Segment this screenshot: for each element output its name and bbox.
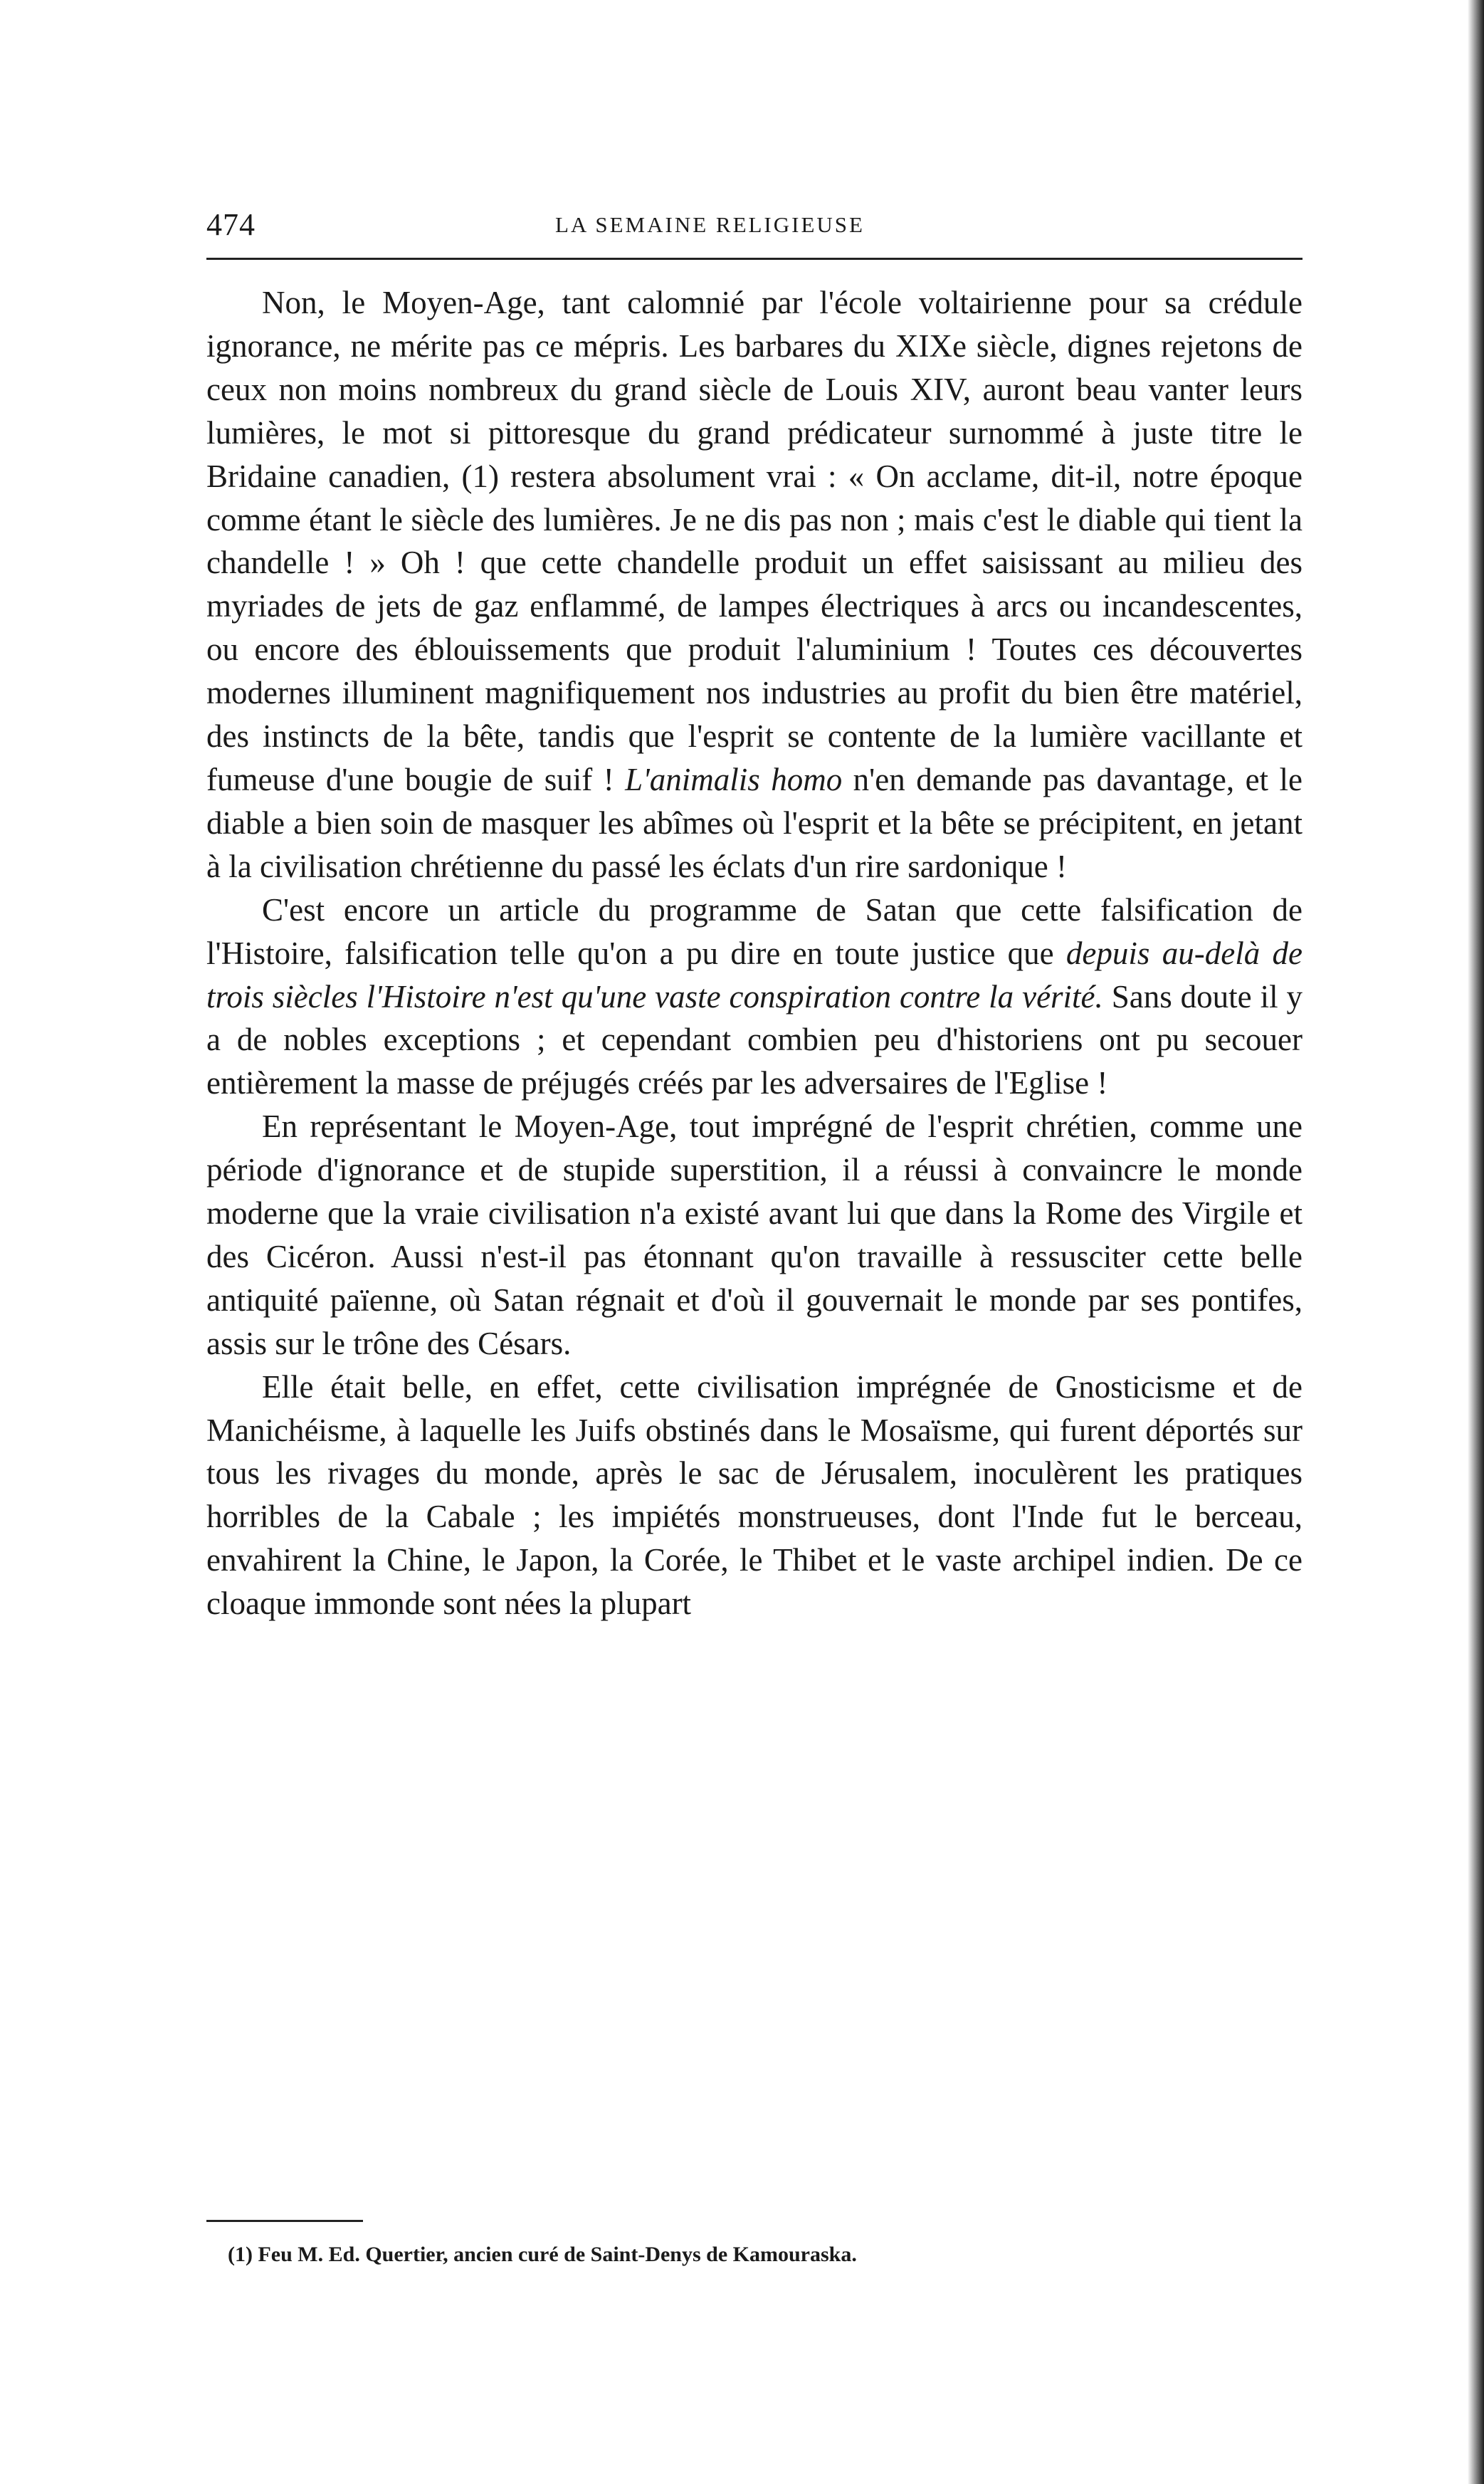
paragraph-3 bbox=[206, 1105, 1303, 1365]
footnote-rule bbox=[206, 2220, 363, 2222]
paragraph-2-italic: depuis au-delà de trois siècles l'Histoire n'est qu'une vaste conspiration contre la vérité. bbox=[206, 935, 1303, 1015]
page-number: 474 bbox=[206, 207, 256, 242]
footnote: (1) Feu M. Ed. Quertier, ancien curé de Saint-Denys de Kamouraska. bbox=[228, 2243, 857, 2266]
paragraph-4-text: Elle était belle, en effet, cette civilisation imprégnée de Gnosticisme et de Manichéisme, à laquelle les Juifs obstinés dans le Mosaïsme, qui furent déportés sur tous les rivages du monde, après le sac de Jérusalem, inoculèrent les pratiques horribles de la Cabale ; les impiétés monstrueuses, dont l'Inde fut le berceau, envahirent la Chine, le Japon, la Corée, le Thibet et le vaste archipel indien. De ce cloaque immonde sont nées la plupart bbox=[206, 1368, 1303, 1622]
paragraph-3-text: En représentant le Moyen-Age, tout imprégné de l'esprit chrétien, comme une période d'ignorance et de stupide superstition, il a réussi à convaincre le monde moderne que la vraie civilisation n'a existé avant lui que dans la Rome des Virgile et des Cicéron. Aussi n'est-il pas étonnant qu'on travaille à ressusciter cette belle antiquité païenne, où Satan régnait et d'où il gouvernait le monde par ses pontifes, assis sur le trône des Césars. bbox=[206, 1109, 1303, 1361]
body-text bbox=[206, 281, 1303, 1625]
paragraph-2-text: C'est encore un article du programme de Satan que cette falsification de l'Histoire, falsification telle qu'on a pu dire en toute justice que bbox=[206, 891, 1303, 971]
paragraph-2 bbox=[206, 889, 1303, 1106]
paragraph-2-text-end: Sans doute il y a de nobles exceptions ; et cependant combien peu d'historiens ont pu secouer entièrement la masse de préjugés créés par les adversaires de l'Eglise ! bbox=[206, 978, 1303, 1101]
paragraph-1 bbox=[206, 281, 1303, 889]
paragraph-1-text: Non, le Moyen-Age, tant calomnié par l'école voltairienne pour sa crédule ignorance, ne mérite pas ce mépris. Les barbares du XIXe siècle, dignes rejetons de ceux non moins nombreux du grand siècle de Louis XIV, auront beau vanter leurs lumières, le mot si pittoresque du grand prédicateur surnommé à juste titre le Bridaine canadien, (1) restera absolument vrai : « On acclame, dit-il, notre époque comme étant le siècle des lumières. Je ne dis pas non ; mais c'est le diable qui tient la chandelle ! » Oh ! que cette chandelle produit un effet saisissant au milieu des myriades de jets de gaz enflammé, de lampes électriques à arcs ou incandescentes, ou encore des éblouissements que produit l'aluminium ! Toutes ces découvertes modernes illuminent magnifiquement nos industries au profit du bien être matériel, des instincts de la bête, tandis que l'esprit se contente de la lumière vacillante et fumeuse d'une bougie de suif ! bbox=[206, 285, 1303, 797]
running-title: LA SEMAINE RELIGIEUSE bbox=[555, 212, 865, 237]
paragraph-1-text-end: n'en demande pas davantage, et le diable a bien soin de masquer les abîmes où l'esprit et la bête se précipitent, en jetant à la civilisation chrétienne du passé les éclats d'un rire sardonique ! bbox=[206, 761, 1303, 884]
page-header bbox=[206, 206, 1303, 249]
page-binding-edge bbox=[1468, 0, 1484, 2484]
paragraph-1-italic: L'animalis homo bbox=[625, 761, 843, 797]
paragraph-4 bbox=[206, 1366, 1303, 1625]
header-rule bbox=[206, 258, 1303, 260]
